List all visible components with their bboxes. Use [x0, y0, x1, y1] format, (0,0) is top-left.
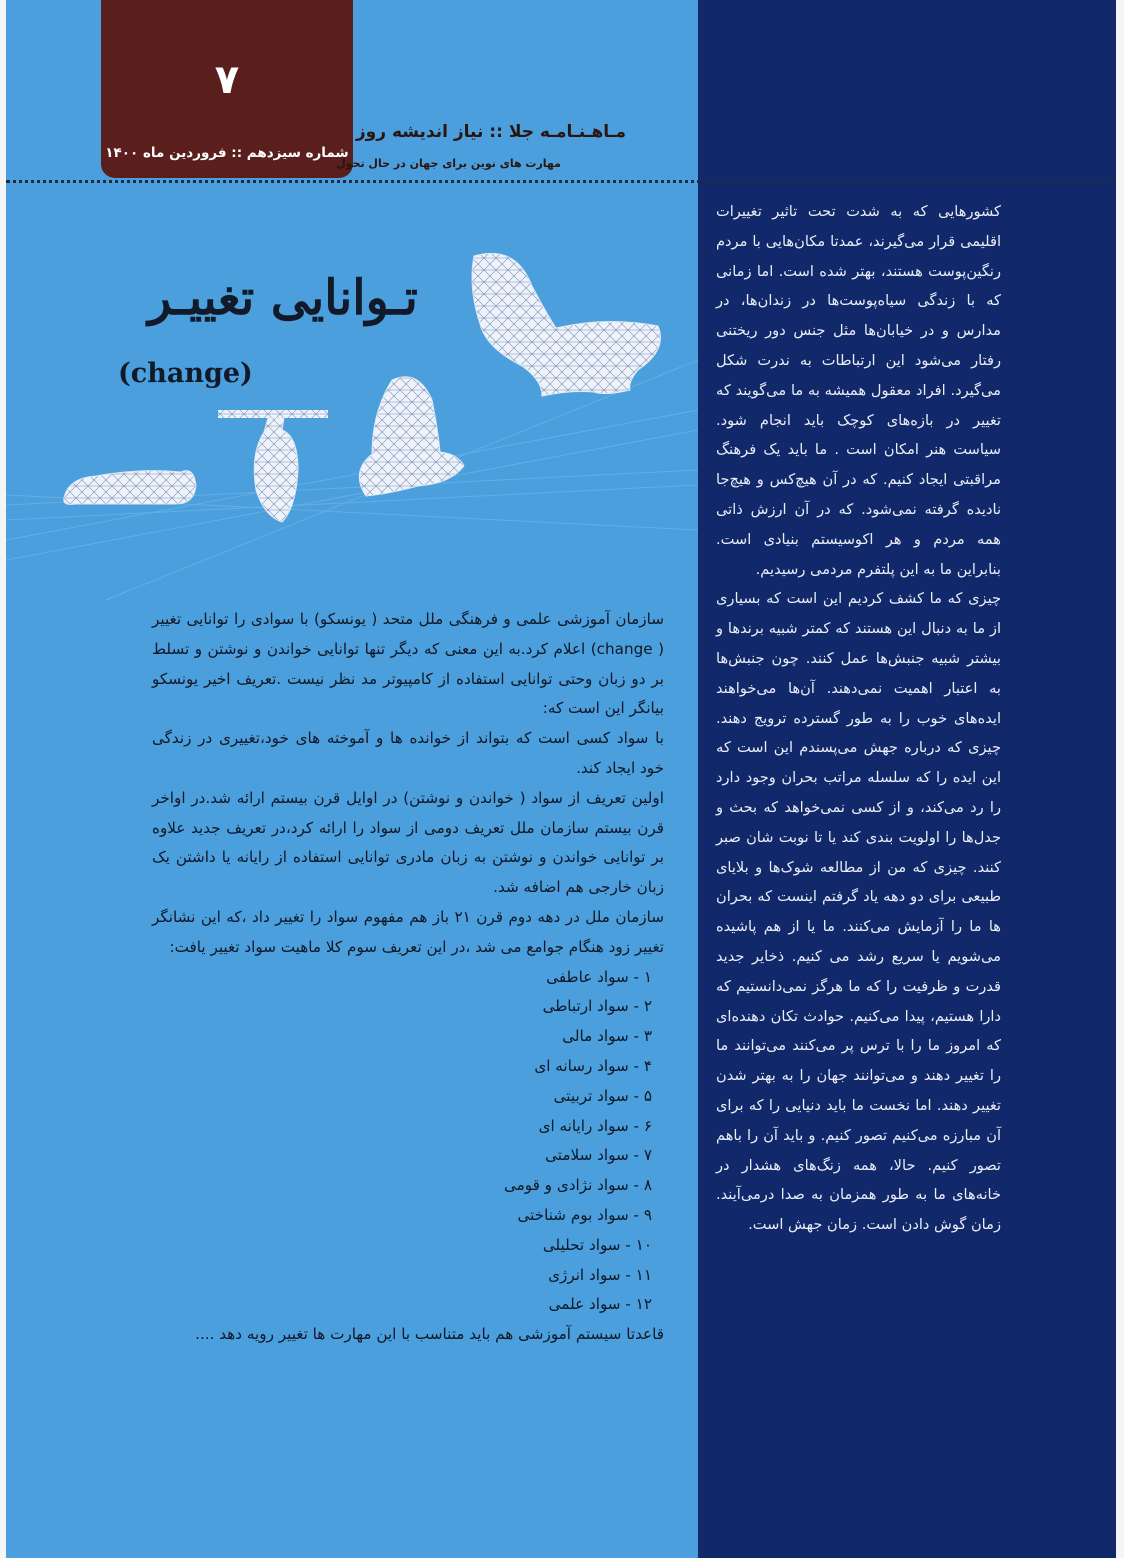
- list-item: ۸ - سواد نژادی و قومی: [503, 1176, 652, 1195]
- magazine-page: [6, 0, 1116, 1558]
- list-item: ۳ - سواد مالی: [562, 1027, 652, 1046]
- right-paragraph: کشورهایی که به شدت تحت تاثیر تغییرات اقلیمی قرار می‌گیرند، عمدتا مکان‌هایی با مردم رنگین‌پوست هستند، بهتر شده است. اما زمانی که با زندگی سیاه‌پوست‌ها در زندان‌ها، در مدارس و در خیابان‌ها مثل جنس دور ریختنی رفتار می‌شود این ارتباطات به ندرت شکل می‌گیرد. افراد معقول همیشه به ما می‌گویند که تغییر در بازه‌های کوچک باید انجام شود. سیاست هنر امکان است . ما باید یک فرهنگ مراقبتی ایجاد کنیم. که در آن هیچ‌کس و هیچ‌جا نادیده گرفته نمی‌شود. که در آن ارزش ذاتی همه مردم و هر اکوسیستم بنیادی است. بنابراین ما به این پلتفرم مردمی رسیدیم.: [716, 203, 1001, 578]
- article-paragraph: سازمان آموزشی علمی و فرهنگی ملل متحد ( یونسکو) با سوادی را توانایی تغییر ( change) اعلام کرد.به این معنی که دیگر تنها توانایی خواندن و نوشتن و تسلط بر دو زبان وحتی توانایی استفاده از کامپیوتر مد نظر نیست .تعریف اخیر یونسکو بیانگر این است که:: [152, 610, 665, 718]
- list-item: ۱۲ - سواد علمی: [548, 1295, 652, 1314]
- issue-number: ۷: [214, 57, 240, 103]
- magazine-subtitle: مهارت های نوین برای جهان در حال تحول: [336, 157, 561, 170]
- list-item: ۴ - سواد رسانه ای: [534, 1056, 652, 1075]
- emerging-butterfly-icon: [359, 377, 464, 496]
- article-title: تـوانایی تغییـر: [148, 270, 418, 326]
- chrysalis-icon: [218, 410, 328, 522]
- list-item: ۷ - سواد سلامتی: [545, 1146, 652, 1165]
- right-paragraph: چیزی که ما کشف کردیم این است که بسیاری از ما به دنبال این هستند که کمتر شبیه برندها و بیشتر شبیه جنبش‌ها عمل کنند. چون جنبش‌ها به اعتبار اهمیت نمی‌دهند. آن‌ها می‌خواهند ایده‌های خوب را به طور گسترده ترویج دهند. چیزی که درباره جهش می‌پسندم این است که این ایده را که سلسله مراتب بحران وجود دارد را رد می‌کند، و از کسی نمی‌خواهد که بحث و جدل‌ها را اولویت بندی کند یا تا نوبت شان صبر کنند. چیزی که من از مطالعه شوک‌ها و بلایای طبیعی برای دو دهه یاد گرفتم اینست که بحران ها ما را آزمایش می‌کنند. ما یا از هم پاشیده می‌شویم یا سریع رشد می کنیم. ذخایر جدید قدرت و ظرفیت را که ما هرگز نمی‌دانستیم که دارا هستیم، پیدا می‌کنیم. حوادث تکان دهنده‌ای که امروز ما را با ترس پر می‌کنند می‌توانند ما را تغییر دهند و می‌توانند جهان را به بهتر شدن تغییر دهند. اما نخست ما باید دنیایی را که برای آن مبارزه می‌کنیم تصور کنیم. و باید آن را باهم تصور کنیم. حالا، همه زنگ‌های هشدار در خانه‌های ما به طور همزمان به صدا درمی‌آیند. زمان گوش دادن است. زمان جهش است.: [716, 590, 1001, 1234]
- article-subtitle: (change): [118, 358, 253, 389]
- list-item: ۹ - سواد بوم شناختی: [517, 1205, 652, 1224]
- caterpillar-icon: [64, 471, 196, 505]
- list-item: ۱۱ - سواد انرژی: [548, 1265, 652, 1284]
- article-paragraph: اولین تعریف از سواد ( خواندن و نوشتن) در اوایل قرن بیستم ارائه شد.در اواخر قرن بیستم سازمان ملل تعریف دومی از سواد را ارائه کرد،در تعریف جدید علاوه بر توانایی خواندن و نوشتن به زبان مادری توانایی استفاده از رایانه یا داشتن یک زبان خارجی هم اضافه شد.: [152, 788, 664, 897]
- dotted-divider: [6, 180, 1116, 183]
- article-closing: قاعدتا سیستم آموزشی هم باید متناسب با این مهارت ها تغییر رویه دهد ....: [195, 1325, 664, 1344]
- list-item: ۱۰ - سواد تحلیلی: [542, 1235, 652, 1254]
- list-item: ۱ - سواد عاطفی: [546, 967, 652, 986]
- right-column-text: [716, 197, 1001, 1240]
- butterfly-icon: [472, 253, 661, 396]
- list-item: ۵ - سواد تربیتی: [553, 1086, 652, 1105]
- literacy-list: [152, 963, 664, 1321]
- article-body: [152, 605, 664, 1350]
- list-item: ۲ - سواد ارتباطی: [542, 997, 652, 1016]
- list-item: ۶ - سواد رایانه ای: [538, 1116, 652, 1135]
- issue-date: شماره سیزدهم :: فروردین ماه ۱۴۰۰: [105, 145, 349, 161]
- article-paragraph: با سواد کسی است که بتواند از خوانده ها و آموخته های خود،تغییری در زندگی خود ایجاد کند.: [152, 729, 664, 777]
- left-column-background: [6, 0, 698, 1558]
- magazine-title: مـاهـنـامـه جلا :: نیاز اندیشه روز: [355, 122, 626, 142]
- article-paragraph: سازمان ملل در دهه دوم قرن ۲۱ باز هم مفهوم سواد را تغییر داد ،که این نشانگر تغییر زود هنگام جوامع می شد ،در این تعریف سوم کلا ماهیت سواد تغییر یافت:: [152, 907, 664, 956]
- issue-box: [101, 0, 353, 178]
